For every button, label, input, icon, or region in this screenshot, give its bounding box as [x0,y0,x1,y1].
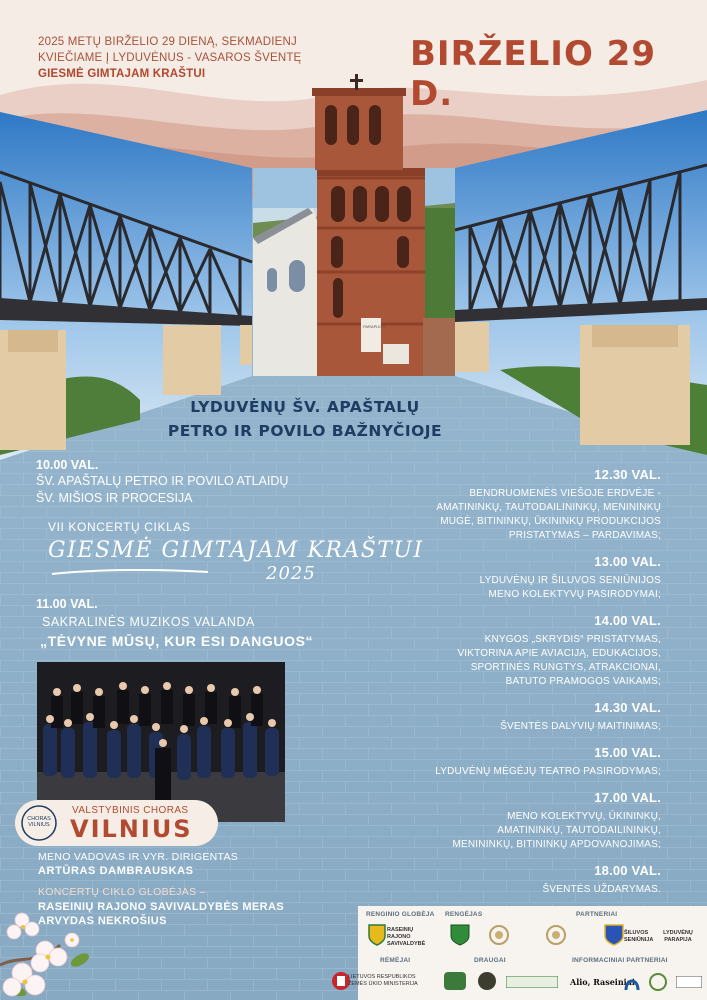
friend-logo-2 [476,970,498,992]
apple-blossom-decoration [0,905,95,1000]
director-name: ARTŪRAS DAMBRAUSKAS [38,865,194,877]
concert-cycle-title: GIESMĖ GIMTAJAM KRAŠTUI [48,538,424,563]
choir-subtitle: VALSTYBINIS CHORAS [72,805,189,816]
title-swash [50,566,210,578]
program-time-1000: 10.00 VAL. [36,458,99,472]
schedule-time: 14.30 VAL. [594,700,661,715]
choir-name: VILNIUS [70,815,193,843]
ministry-text: LIETUVOS RESPUBLIKOS ŽEMĖS ŪKIO MINISTERIJA [348,974,418,987]
header-line2: KVIEČIAME Į LYDUVĖNUS - VASAROS ŠVENTĘ [38,52,302,64]
schedule-line: SPORTINĖS RUNGTYS, ATRAKCIONAI, [470,662,661,673]
header-line1: 2025 METŲ BIRŽELIO 29 DIENĄ, SEKMADIENJ [38,36,297,48]
church-title-line1: LYDUVĖNŲ ŠV. APAŠTALŲ [190,398,420,416]
label-partneriai: PARTNERIAI [576,911,618,918]
program-text-1100-a: SAKRALINĖS MUZIKOS VALANDA [42,615,255,629]
program-time-1100: 11.00 VAL. [36,597,98,611]
label-draugai: DRAUGAI [474,957,506,964]
patron-line2: ARVYDAS NEKROŠIUS [38,915,167,927]
label-rengejas: RENGĖJAS [445,911,483,918]
friend-logo-1 [442,970,468,992]
schedule-line: MENININKŲ, BITININKŲ APDOVANOJIMAS; [452,839,661,850]
schedule-line: BATUTO PRAMOGOS VAIKAMS; [505,676,661,687]
raseiniai-coat-icon [368,924,386,946]
schedule-line: LYDUVĖNŲ IR ŠILUVOS SENIŪNIJOS [479,575,661,586]
schedule-line: KNYGOS „SKRYDIS“ PRISTATYMAS, [484,634,661,645]
schedule-time: 14.00 VAL. [594,613,661,628]
program-text-1000-a: ŠV. APAŠTALŲ PETRO IR POVILO ATLAIDŲ [36,474,289,488]
program-text-1000-b: ŠV. MIŠIOS IR PROCESIJA [36,491,193,505]
friend-logo-3 [506,976,558,988]
lyduvenu-parapija-text: LYDUVĖNŲ PARAPIJA [663,930,693,943]
info-partner-logo-3 [676,976,702,988]
patron-line1: RASEINIŲ RAJONO SAVIVALDYBĖS MERAS [38,901,285,913]
program-text-1100-b: „TĖVYNE MŪSŲ, KUR ESI DANGUOS“ [40,633,314,649]
schedule-line: VIKTORINA APIE AVIACIJĄ, EDUKACIJOS, [457,648,661,659]
schedule-line: ŠVENTĖS UŽDARYMAS. [542,884,661,895]
partner-logo-1 [489,924,515,946]
event-date: BIRŽELIO 29 D. [410,34,656,114]
siluvos-text: ŠILUVOS SENIŪNIJA [624,930,654,943]
label-informaciniai: INFORMACINIAI PARTNERIAI [572,957,668,964]
schedule-line: AMATININKŲ, TAUTODAILININKŲ, [497,825,661,836]
schedule-line: MENO KOLEKTYVŲ PASIRODYMAI; [488,589,661,600]
concert-cycle-year: 2025 [266,563,316,584]
header-line3: GIESMĖ GIMTAJAM KRAŠTUI [38,68,206,80]
concert-cycle-label: VII KONCERTŲ CIKLAS [48,520,191,534]
schedule-line: BENDRUOMENĖS VIEŠOJE ERDVĖJE - [469,488,661,499]
schedule-time: 13.00 VAL. [594,554,661,569]
tower-top [310,70,410,170]
church-photo [253,168,455,376]
schedule-line: ŠVENTĖS DALYVIŲ MAITINIMAS; [500,721,661,732]
schedule-line: MENO KOLEKTYVŲ, ŪKININKŲ, [507,811,661,822]
schedule-time: 15.00 VAL. [594,745,661,760]
siluva-coat-icon [604,924,624,946]
schedule-line: MUGĖ, BITININKŲ, ŪKININKŲ PRODUKCIJOS [440,516,661,527]
info-partner-logo-2 [648,972,668,992]
info-partner-logo-1 [624,972,640,992]
director-role: MENO VADOVAS IR VYR. DIRIGENTAS [38,851,239,863]
partner-logo-2 [546,924,570,946]
church-title-line2: PETRO IR POVILO BAŽNYČIOJE [167,422,443,440]
rengejas-coat-icon [450,924,470,946]
choir-photo [37,662,285,822]
schedule-time: 12.30 VAL. [594,467,661,482]
schedule-line: LYDUVĖNŲ MĖGĖJŲ TEATRO PASIRODYMAS; [435,766,661,777]
patron-role: KONCERTŲ CIKLO GLOBĖJAS – [38,886,206,898]
sponsors-panel [348,906,707,1000]
schedule-time: 18.00 VAL. [594,863,661,878]
label-remejai: RĖMĖJAI [380,957,411,964]
church-sign: PARAPIJOS [363,324,386,329]
raseiniai-text: RASEINIŲ RAJONO SAVIVALDYBĖ [387,927,426,947]
alio-raseiniai-logo: Alio, Raseiniai [570,977,635,987]
label-renginio-globeja: RENGINIO GLOBĖJA [366,911,435,918]
schedule-time: 17.00 VAL. [594,790,661,805]
choir-logo-text: CHORAS VILNIUS [27,816,51,828]
schedule-line: PRISTATYMAS – PARDAVIMAS; [508,530,661,541]
schedule-line: AMATININKŲ, TAUTODAILININKŲ, MENININKŲ [436,502,661,513]
